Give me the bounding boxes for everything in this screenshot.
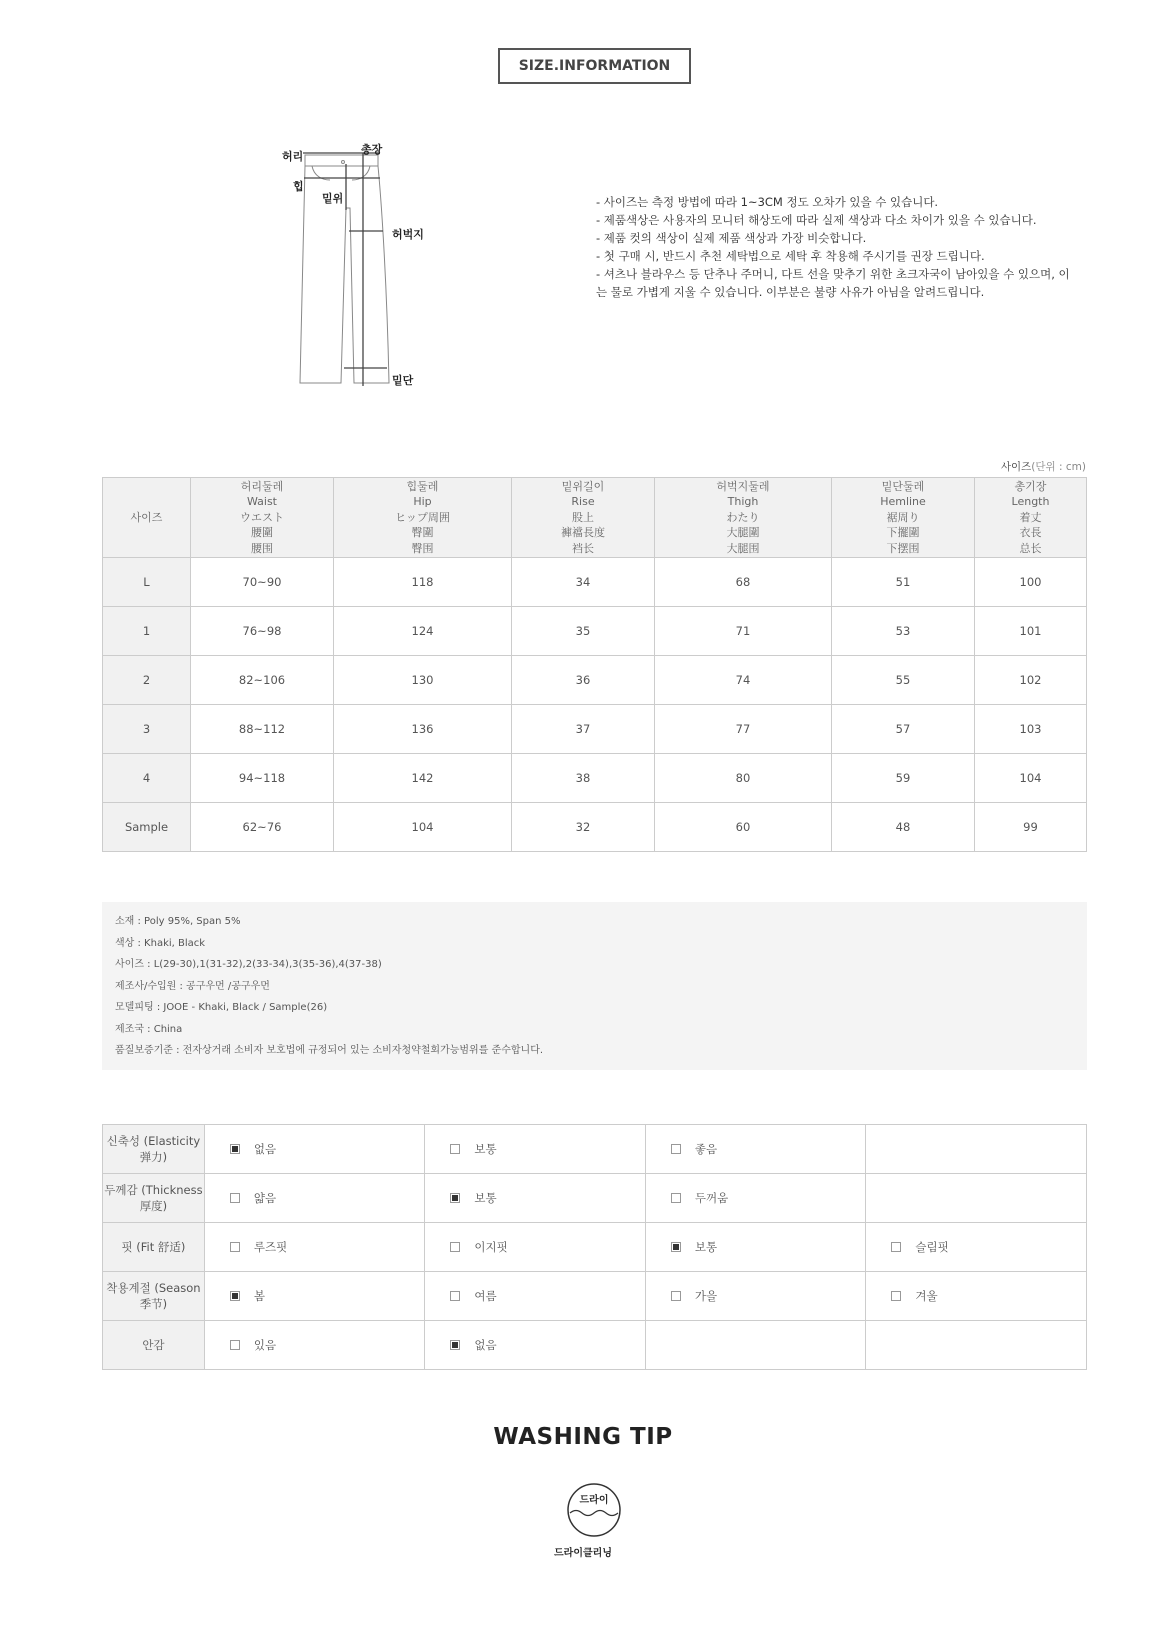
checkbox-icon[interactable] bbox=[671, 1242, 681, 1252]
property-option[interactable] bbox=[645, 1223, 866, 1272]
size-table bbox=[102, 477, 1087, 852]
option-label: 봄 bbox=[253, 1289, 265, 1303]
checkbox-icon[interactable] bbox=[450, 1144, 460, 1154]
rise-label: 밑위 bbox=[322, 192, 344, 205]
property-option[interactable] bbox=[425, 1321, 646, 1370]
checkbox-icon[interactable] bbox=[230, 1291, 240, 1301]
property-option[interactable] bbox=[866, 1223, 1087, 1272]
pants-diagram bbox=[270, 138, 450, 408]
table-row: 3 88~112 136 37 77 57 103 bbox=[103, 705, 1087, 754]
empty-cell bbox=[866, 1125, 1087, 1174]
option-label: 있음 bbox=[253, 1338, 277, 1352]
checkbox-icon[interactable] bbox=[230, 1340, 240, 1350]
size-table-header bbox=[103, 478, 1087, 558]
note-item: - 사이즈는 측정 방법에 따라 1~3CM 정도 오차가 있을 수 있습니다. bbox=[596, 195, 939, 209]
checkbox-icon[interactable] bbox=[671, 1291, 681, 1301]
info-line: 품질보증기준 : 전자상거래 소비자 보호법에 규정되어 있는 소비자청약철회가능범위를 준수합니다. bbox=[115, 1045, 544, 1056]
checkbox-icon[interactable] bbox=[671, 1193, 681, 1203]
empty-cell bbox=[866, 1321, 1087, 1370]
property-row bbox=[103, 1174, 1087, 1223]
empty-cell bbox=[866, 1174, 1087, 1223]
checkbox-icon[interactable] bbox=[450, 1291, 460, 1301]
option-label: 슬림핏 bbox=[915, 1240, 949, 1254]
option-label: 가을 bbox=[694, 1289, 718, 1303]
property-label: 두께감 (Thickness 厚度) bbox=[103, 1174, 205, 1223]
property-row bbox=[103, 1321, 1087, 1370]
property-option[interactable] bbox=[866, 1272, 1087, 1321]
checkbox-icon[interactable] bbox=[230, 1144, 240, 1154]
option-label: 이지핏 bbox=[474, 1240, 508, 1254]
option-label: 두꺼움 bbox=[694, 1191, 729, 1205]
property-option[interactable] bbox=[204, 1321, 425, 1370]
table-row: L 70~90 118 34 68 51 100 bbox=[103, 558, 1087, 607]
unit-label: 사이즈 bbox=[1000, 461, 1032, 473]
checkbox-icon[interactable] bbox=[230, 1193, 240, 1203]
hip-col-header: 힙둘레 Hip ヒップ周囲 臀圍 臀围 bbox=[334, 478, 512, 558]
property-option[interactable] bbox=[425, 1223, 646, 1272]
property-row bbox=[103, 1125, 1087, 1174]
checkbox-icon[interactable] bbox=[230, 1242, 240, 1252]
property-option[interactable] bbox=[204, 1125, 425, 1174]
option-label: 없음 bbox=[253, 1142, 277, 1156]
property-row bbox=[103, 1272, 1087, 1321]
length-col-header: 총기장 Length 着丈 衣長 总长 bbox=[975, 478, 1087, 558]
table-row: 2 82~106 130 36 74 55 102 bbox=[103, 656, 1087, 705]
dry-clean-icon-text: 드라이 bbox=[579, 1495, 609, 1506]
size-notes bbox=[596, 193, 1071, 301]
option-label: 루즈핏 bbox=[253, 1240, 288, 1254]
table-row: Sample 62~76 104 32 60 48 99 bbox=[103, 803, 1087, 852]
option-label: 얇음 bbox=[253, 1191, 277, 1205]
info-line: 제조사/수입원 : 공구우먼 /공구우먼 bbox=[115, 980, 270, 992]
property-label: 신축성 (Elasticity 弹力) bbox=[103, 1125, 205, 1174]
washing-tip-title: WASHING TIP bbox=[493, 1424, 673, 1450]
option-label: 없음 bbox=[474, 1338, 497, 1352]
thigh-col-header: 허벅지둘레 Thigh わたり 大腿圍 大腿围 bbox=[655, 478, 832, 558]
property-row bbox=[103, 1223, 1087, 1272]
length-label: 총장 bbox=[361, 143, 383, 156]
info-line: 색상 : Khaki, Black bbox=[115, 937, 206, 949]
property-label: 안감 bbox=[103, 1321, 205, 1370]
property-table bbox=[102, 1124, 1087, 1370]
hem-label: 밑단 bbox=[392, 374, 414, 387]
property-label: 핏 (Fit 舒适) bbox=[103, 1223, 205, 1272]
checkbox-icon[interactable] bbox=[891, 1242, 901, 1252]
property-option[interactable] bbox=[204, 1174, 425, 1223]
dry-clean-label: 드라이클리닝 bbox=[554, 1548, 612, 1559]
note-item: - 첫 구매 시, 반드시 추천 세탁법으로 세탁 후 착용해 주시기를 권장 드립니다. bbox=[596, 249, 985, 263]
checkbox-icon[interactable] bbox=[450, 1242, 460, 1252]
table-row: 1 76~98 124 35 71 53 101 bbox=[103, 607, 1087, 656]
checkbox-icon[interactable] bbox=[891, 1291, 901, 1301]
waist-col-header: 허리둘레 Waist ウエスト 腰圍 腰围 bbox=[191, 478, 334, 558]
unit-value: (단위 : cm) bbox=[1031, 461, 1086, 473]
page-title: SIZE.INFORMATION bbox=[498, 48, 691, 84]
note-item: - 제품 컷의 색상이 실제 제품 색상과 가장 비슷합니다. bbox=[596, 231, 867, 245]
option-label: 보통 bbox=[474, 1142, 497, 1156]
option-label: 보통 bbox=[474, 1191, 497, 1205]
info-line: 제조국 : China bbox=[115, 1023, 183, 1035]
property-option[interactable] bbox=[645, 1174, 866, 1223]
property-option[interactable] bbox=[204, 1223, 425, 1272]
option-label: 겨울 bbox=[915, 1289, 938, 1303]
property-option[interactable] bbox=[645, 1125, 866, 1174]
dry-clean-icon bbox=[566, 1482, 622, 1538]
empty-cell bbox=[645, 1321, 866, 1370]
waist-label: 허리 bbox=[282, 150, 304, 163]
property-label: 착용계절 (Season 季节) bbox=[103, 1272, 205, 1321]
checkbox-icon[interactable] bbox=[450, 1340, 460, 1350]
size-col-header: 사이즈 bbox=[103, 478, 191, 558]
rise-col-header: 밑위길이 Rise 股上 褲襠長度 裆长 bbox=[512, 478, 655, 558]
property-option[interactable] bbox=[204, 1272, 425, 1321]
note-item: - 셔츠나 블라우스 등 단추나 주머니, 다트 선을 맞추기 위한 초크자국이 남아있을 수 있으며, 이는 물로 가볍게 지울 수 있습니다. 이부분은 불량 사유가 아님을 알려드립니다. bbox=[596, 267, 1070, 299]
option-label: 보통 bbox=[694, 1240, 718, 1254]
option-label: 좋음 bbox=[694, 1142, 718, 1156]
note-item: - 제품색상은 사용자의 모니터 해상도에 따라 실제 색상과 다소 차이가 있을 수 있습니다. bbox=[596, 213, 1037, 227]
property-option[interactable] bbox=[425, 1174, 646, 1223]
thigh-label: 허벅지 bbox=[392, 228, 424, 241]
checkbox-icon[interactable] bbox=[450, 1193, 460, 1203]
property-option[interactable] bbox=[425, 1125, 646, 1174]
unit-caption bbox=[1001, 459, 1086, 474]
table-row: 4 94~118 142 38 80 59 104 bbox=[103, 754, 1087, 803]
hem-col-header: 밑단둘레 Hemline 裾周り 下擺圍 下摆围 bbox=[832, 478, 975, 558]
info-line: 사이즈 : L(29-30),1(31-32),2(33-34),3(35-36),4(37-38) bbox=[115, 959, 382, 970]
info-line: 소재 : Poly 95%, Span 5% bbox=[115, 916, 241, 927]
property-option[interactable] bbox=[425, 1272, 646, 1321]
info-line: 모델피팅 : JOOE - Khaki, Black / Sample(26) bbox=[115, 1002, 328, 1013]
checkbox-icon[interactable] bbox=[671, 1144, 681, 1154]
property-option[interactable] bbox=[645, 1272, 866, 1321]
hip-label: 힙 bbox=[293, 180, 304, 193]
option-label: 여름 bbox=[474, 1289, 497, 1303]
product-info-box bbox=[102, 902, 1087, 1070]
